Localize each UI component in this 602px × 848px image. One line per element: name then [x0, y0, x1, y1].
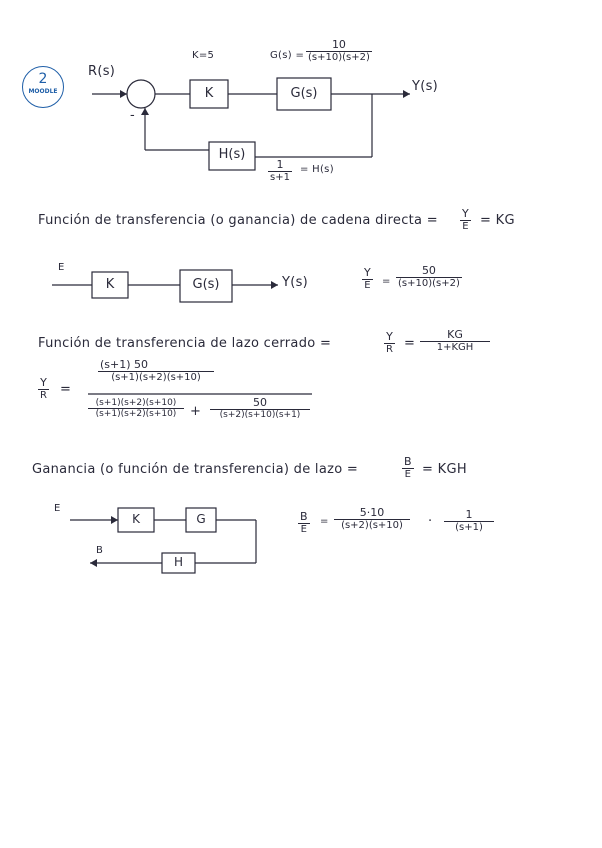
gain-label: K=5: [192, 50, 215, 61]
section2-den: R: [386, 344, 393, 355]
h-block-label-3: H: [173, 555, 184, 569]
d2-lhs-num: Y: [364, 266, 371, 279]
d2-result-den: (s+10)(s+2): [398, 278, 460, 289]
d2-eq-sign: =: [382, 276, 391, 287]
section1-result: = KG: [480, 213, 515, 228]
d3-result2-fraction: [444, 508, 494, 533]
h-block-label-1: H(s): [218, 147, 246, 162]
plus-sign: +: [190, 404, 202, 419]
d3-result2-num: 1: [465, 508, 473, 521]
section3-den: E: [402, 468, 414, 480]
section3-result: = KGH: [422, 462, 467, 477]
d3-result1-fraction: [334, 506, 410, 531]
bottom2-den: (s+2)(s+10)(s+1): [210, 409, 310, 420]
d3-lhs-fraction: [298, 510, 310, 535]
d2-input-e: E: [58, 262, 65, 273]
bottom1-num: (s+1)(s+2)(s+10): [95, 398, 177, 408]
d2-result-num: 50: [421, 264, 436, 277]
d3-input-e: E: [54, 503, 61, 514]
g-block-label-1: G(s): [290, 86, 318, 101]
lhs-num: Y: [40, 376, 47, 389]
badge-number: 2: [38, 71, 48, 87]
section3-fraction: [402, 455, 414, 480]
d2-lhs-den: E: [362, 279, 373, 291]
output-label-y: Y(s): [412, 79, 439, 94]
bottom1-den: (s+1)(s+2)(s+10): [88, 408, 184, 419]
d2-output: Y(s): [282, 275, 309, 290]
g-block-label-2: G(s): [192, 277, 220, 292]
d3-lhs-den: E: [298, 523, 310, 535]
d3-dot: ·: [428, 514, 433, 529]
section1-den: E: [460, 220, 471, 232]
lhs-eq: =: [60, 382, 72, 397]
section1-text: Función de transferencia (o ganancia) de cadena directa =: [38, 213, 438, 228]
section3-num: B: [404, 455, 412, 468]
d3-result2-den: (s+1): [444, 521, 494, 533]
bottom-fraction-1: [88, 398, 184, 419]
plant-denominator: (s+10)(s+2): [308, 52, 370, 63]
section1-num: Y: [462, 207, 469, 220]
d3-result1-num: 5·10: [359, 506, 385, 519]
badge-text: MOODLE: [28, 88, 58, 95]
section2-num: Y: [386, 330, 393, 343]
g-block-label-3: G: [196, 512, 206, 526]
section2-eq: =: [404, 336, 416, 351]
minus-sign: -: [130, 108, 135, 123]
k-block-label-3: K: [132, 512, 140, 526]
big-top-num: (s+1) 50: [100, 358, 149, 371]
d3-lhs-num: B: [300, 510, 308, 523]
bottom2-num: 50: [253, 396, 267, 409]
section3-text: Ganancia (o función de transferencia) de lazo =: [32, 462, 359, 477]
h-equation: = H(s): [300, 164, 334, 175]
k-block-label-2: K: [105, 277, 115, 292]
d3-result1-den: (s+2)(s+10): [334, 519, 410, 531]
bottom-fraction-2: [210, 396, 310, 420]
h-numerator: 1: [276, 158, 284, 171]
d3-eq-sign: =: [320, 516, 329, 527]
d3-b-label: B: [96, 545, 104, 556]
input-label-r: R(s): [88, 64, 116, 79]
k-block-label-1: K: [204, 86, 214, 101]
lhs-den: R: [40, 390, 47, 401]
section2-result-den: 1+KGH: [420, 341, 490, 353]
section2-text: Función de transferencia de lazo cerrado =: [38, 336, 332, 351]
h-denominator: s+1: [270, 172, 290, 183]
big-top-den: (s+1)(s+2)(s+10): [98, 371, 214, 383]
plant-equation: G(s) =: [270, 50, 305, 61]
plant-numerator: 10: [331, 38, 346, 51]
section2-result-num: KG: [447, 328, 463, 341]
